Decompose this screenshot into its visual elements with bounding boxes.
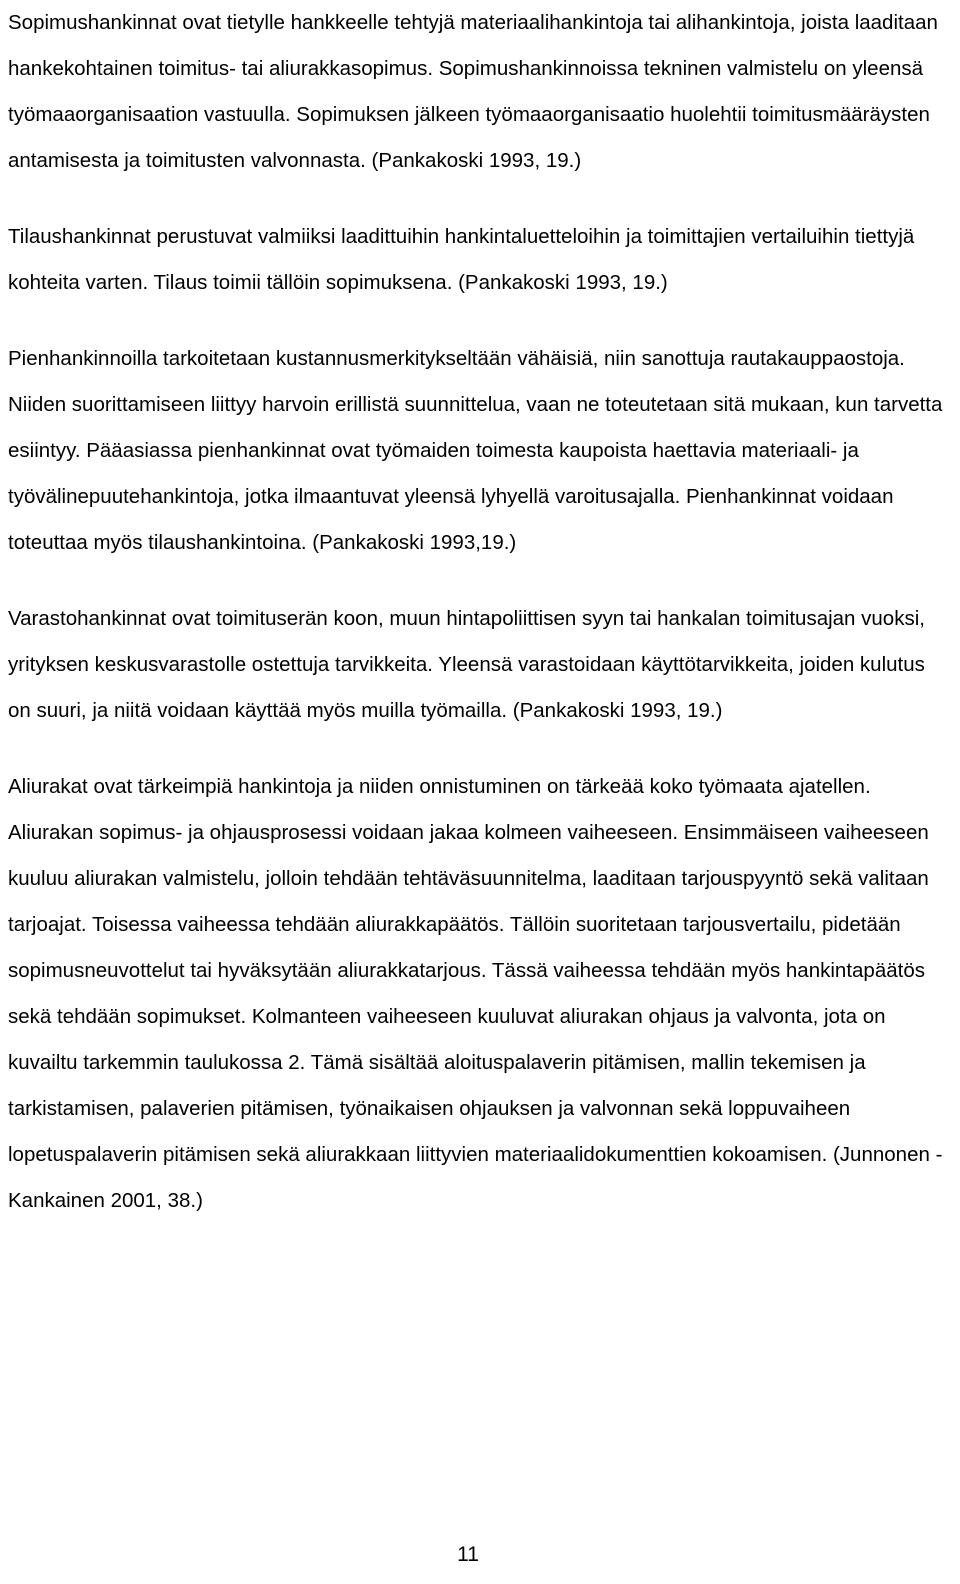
page-number: 11	[457, 1543, 479, 1566]
paragraph-tilaushankinnat: Tilaushankinnat perustuvat valmiiksi laadittuihin hankintaluetteloihin ja toimittajien vertailuihin tiettyjä kohteita varten. Tilaus toimii tällöin sopimuksena. (Pankakoski 1993, 19.)	[8, 225, 915, 294]
paragraph-varastohankinnat: Varastohankinnat ovat toimituserän koon, muun hintapoliittisen syyn tai hankalan toimitusajan vuoksi, yrityksen keskusvarastolle ostettuja tarvikkeita. Yleensä varastoidaan käyttötarvikkeita, joiden kulutus on suuri, ja niitä voidaan käyttää myös muilla työmailla. (Pankakoski 1993, 19.)	[8, 607, 925, 722]
paragraph-aliurakat: Aliurakat ovat tärkeimpiä hankintoja ja niiden onnistuminen on tärkeää koko työmaata ajatellen. Aliurakan sopimus- ja ohjausprosessi voidaan jakaa kolmeen vaiheeseen. Ensimmäiseen vaiheeseen kuuluu aliurakan valmistelu, jolloin tehdään tehtäväsuunnitelma, laaditaan tarjouspyyntö sekä valitaan tarjoajat. Toisessa vaiheessa tehdään aliurakkapäätös. Tällöin suoritetaan tarjousvertailu, pidetään sopimusneuvottelut tai hyväksytään aliurakkatarjous. Tässä vaiheessa tehdään myös hankintapäätös sekä tehdään sopimukset. Kolmanteen vaiheeseen kuuluvat aliurakan ohjaus ja valvonta, jota on kuvailtu tarkemmin taulukossa 2. Tämä sisältää aloituspalaverin pitämisen, mallin tekemisen ja tarkistamisen, palaverien pitämisen, työnaikaisen ohjauksen ja valvonnan sekä loppuvaiheen lopetuspalaverin pitämisen sekä aliurakkaan liittyvien materiaalidokumenttien kokoamisen. (Junnonen - Kankainen 2001, 38.)	[8, 775, 943, 1212]
paragraph-sopimushankinnat: Sopimushankinnat ovat tietylle hankkeelle tehtyjä materiaalihankintoja tai alihankintoja, joista laaditaan hankekohtainen toimitus- tai aliurakkasopimus. Sopimushankinnoissa tekninen valmistelu on yleensä työmaaorganisaation vastuulla. Sopimuksen jälkeen työmaaorganisaatio huolehtii toimitusmääräysten antamisesta ja toimitusten valvonnasta. (Pankakoski 1993, 19.)	[8, 11, 938, 172]
body-text	[8, 0, 948, 1254]
paragraph-pienhankinnat: Pienhankinnoilla tarkoitetaan kustannusmerkitykseltään vähäisiä, niin sanottuja rautakauppaostoja. Niiden suorittamiseen liittyy harvoin erillistä suunnittelua, vaan ne toteutetaan sitä mukaan, kun tarvetta esiintyy. Pääasiassa pienhankinnat ovat työmaiden toimesta kaupoista haettavia materiaali- ja työvälinepuutehankintoja, jotka ilmaantuvat yleensä lyhyellä varoitusajalla. Pienhankinnat voidaan toteuttaa myös tilaushankintoina. (Pankakoski 1993,19.)	[8, 347, 943, 554]
